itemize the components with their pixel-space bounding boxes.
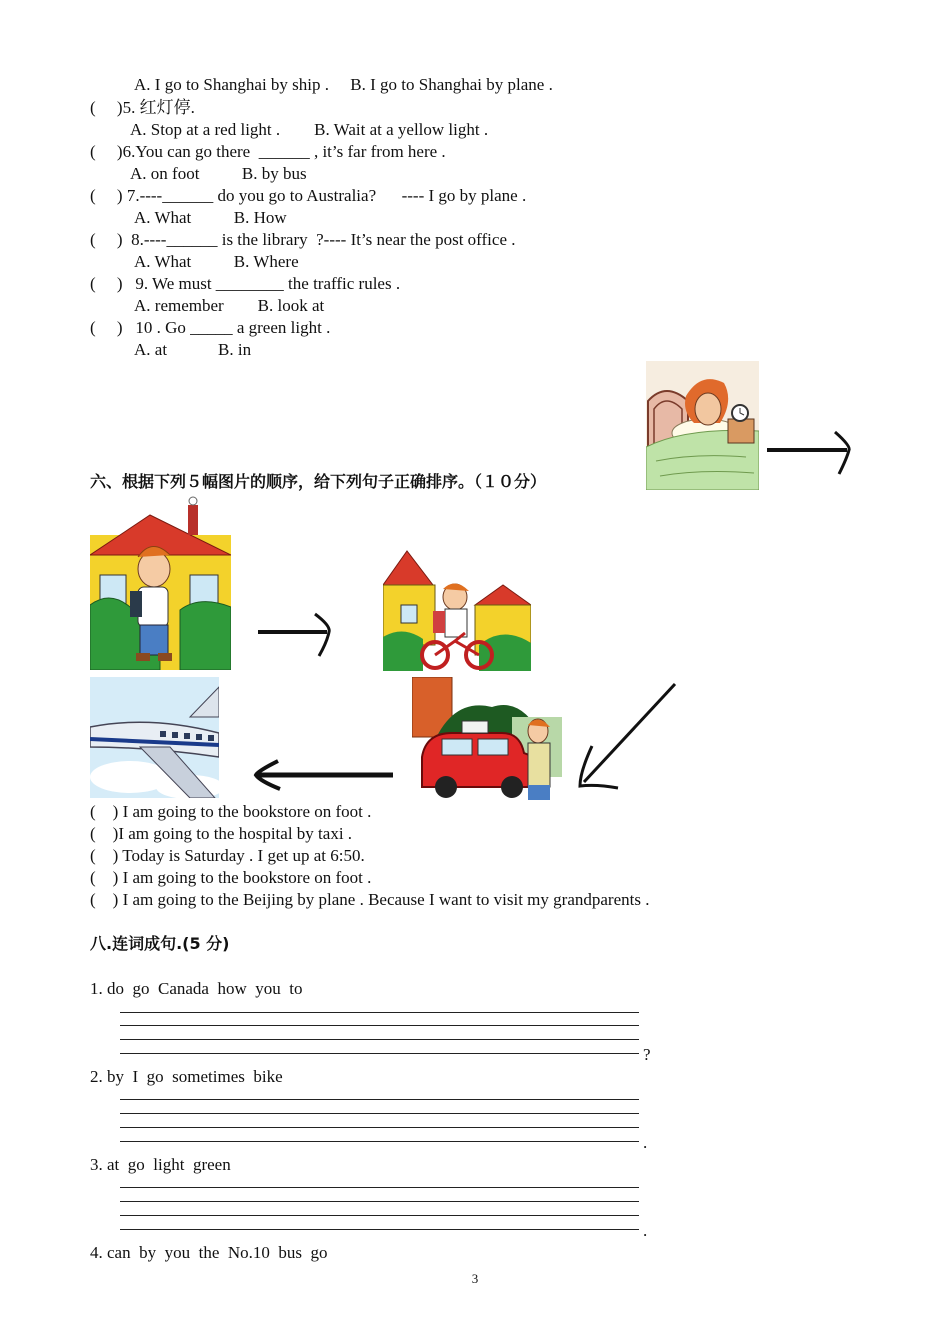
q10-stem: ( ) 10 . Go _____ a green light . bbox=[90, 318, 331, 337]
writing-line bbox=[120, 1229, 639, 1230]
order-sentence-2: ( )I am going to the hospital by taxi . bbox=[90, 824, 353, 843]
q10-options: A. at B. in bbox=[134, 340, 252, 359]
q7-stem: ( ) 7.----______ do you go to Australia? ---- I go by plane . bbox=[90, 186, 527, 205]
q9-stem: ( ) 9. We must ________ the traffic rules . bbox=[90, 274, 401, 293]
end-mark: . bbox=[643, 1133, 648, 1152]
writing-line bbox=[120, 1187, 639, 1188]
writing-line bbox=[120, 1099, 639, 1100]
q5-stem: ( )5. 红灯停. bbox=[90, 98, 195, 117]
order-sentence-4: ( ) I am going to the bookstore on foot . bbox=[90, 868, 372, 887]
writing-line bbox=[120, 1053, 639, 1054]
writing-line bbox=[120, 1113, 639, 1114]
writing-line bbox=[120, 1215, 639, 1216]
page-number: 3 bbox=[471, 1271, 479, 1286]
order-sentence-1: ( ) I am going to the bookstore on foot . bbox=[90, 802, 372, 821]
q8-options: A. What B. Where bbox=[134, 252, 299, 271]
arrow-right-icon bbox=[255, 610, 335, 660]
rearrange-item-3: 3. at go light green bbox=[90, 1155, 231, 1174]
writing-line bbox=[120, 1012, 639, 1013]
end-mark: ? bbox=[643, 1045, 651, 1064]
arrow-down-left-icon bbox=[570, 680, 685, 795]
writing-line bbox=[120, 1127, 639, 1128]
q5-options: A. Stop at a red light . B. Wait at a yellow light . bbox=[130, 120, 489, 139]
end-mark: . bbox=[643, 1221, 648, 1240]
writing-line bbox=[120, 1141, 639, 1142]
order-sentence-3: ( ) Today is Saturday . I get up at 6:50. bbox=[90, 846, 365, 865]
arrow-left-icon bbox=[248, 755, 398, 795]
writing-line bbox=[120, 1039, 639, 1040]
q6-stem: ( )6.You can go there ______ , it’s far from here . bbox=[90, 142, 446, 161]
writing-line bbox=[120, 1201, 639, 1202]
section6-heading: 六、根据下列５幅图片的顺序，给下列句子正确排序。（１０分） bbox=[90, 472, 547, 491]
q6-options: A. on foot B. by bus bbox=[130, 164, 307, 183]
order-sentence-5: ( ) I am going to the Beijing by plane . Because I want to visit my grandparents . bbox=[90, 890, 650, 909]
picture-bike bbox=[383, 545, 531, 671]
q8-stem: ( ) 8.----______ is the library ?---- It’s near the post office . bbox=[90, 230, 516, 249]
rearrange-item-4: 4. can by you the No.10 bus go bbox=[90, 1243, 328, 1262]
q4-options: A. I go to Shanghai by ship . B. I go to Shanghai by plane . bbox=[134, 75, 553, 94]
arrow-right-icon bbox=[765, 428, 855, 478]
picture-wake-up bbox=[646, 361, 759, 490]
q7-options: A. What B. How bbox=[134, 208, 287, 227]
picture-walk bbox=[90, 495, 231, 670]
rearrange-item-2: 2. by I go sometimes bike bbox=[90, 1067, 283, 1086]
rearrange-item-1: 1. do go Canada how you to bbox=[90, 979, 303, 998]
section8-heading: 八.连词成句.(5 分) bbox=[90, 934, 230, 953]
q9-options: A. remember B. look at bbox=[134, 296, 325, 315]
picture-plane bbox=[90, 677, 219, 798]
writing-line bbox=[120, 1025, 639, 1026]
picture-taxi bbox=[412, 677, 562, 800]
